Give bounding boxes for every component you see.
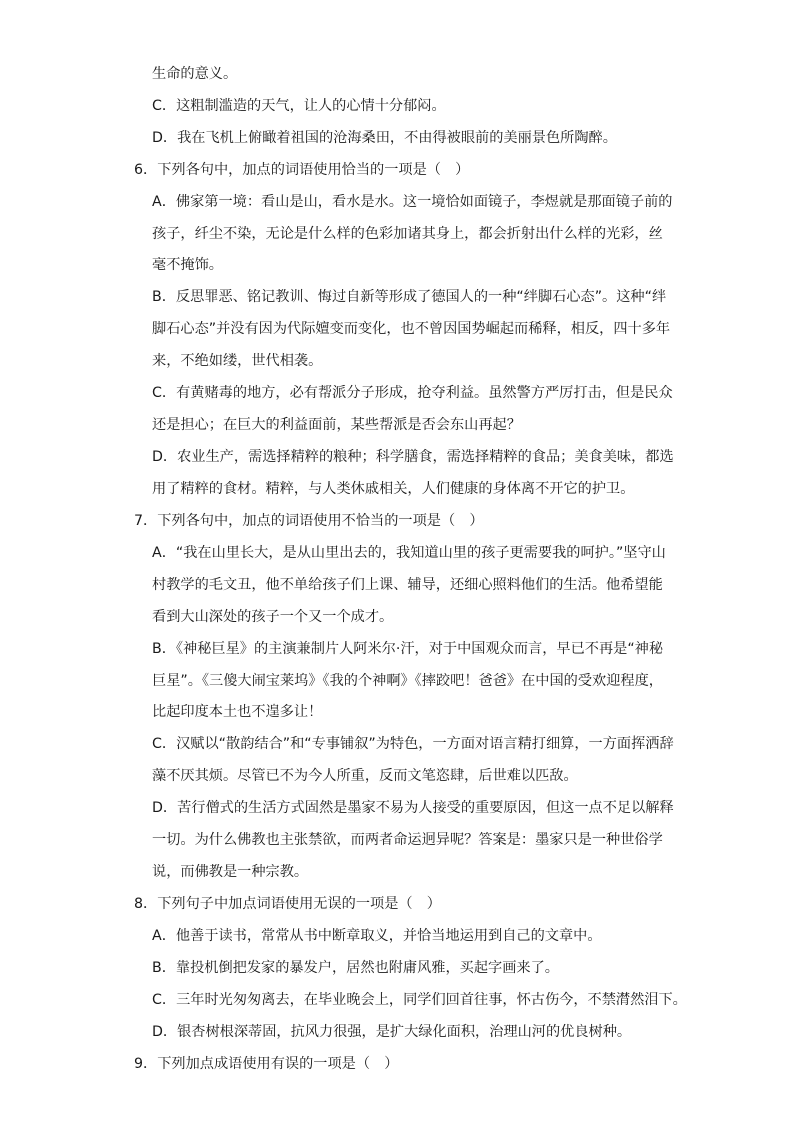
option-a: A．他善于读书，常常从书中断章取义，并恰当地运用到自己的文章中。 (152, 928, 602, 944)
question-6-stem: 6．下列各句中，加点的词语使用恰当的一项是（ ） (134, 162, 470, 178)
text-line: 生命的意义。 (152, 66, 238, 82)
text-line: 还是担心；在巨大的利益面前，某些帮派是否会东山再起？ (152, 417, 521, 433)
text-line: 巨星”。《三傻大闹宝莱坞》《我的个神啊》《摔跤吧！爸爸》在中国的受欢迎程度， (152, 673, 663, 689)
text-line: 藻不厌其烦。尽管已不为今人所重，反而文笔恣肆，后世难以匹敌。 (152, 768, 578, 784)
text-line: 来，不绝如缕，世代相袭。 (152, 353, 323, 369)
option-c: C．有黄赌毒的地方，必有帮派分子形成，抢夺利益。虽然警方严厉打击，但是民众 (152, 385, 673, 401)
option-c: C．这粗制滥造的天气，让人的心情十分郁闷。 (152, 98, 446, 114)
text-line: 看到大山深处的孩子一个又一个成才。 (152, 609, 394, 625)
option-b: B．反思罪恶、铭记教训、悔过自新等形成了德国人的一种“绊脚石心态”。这种“绊 (152, 289, 667, 305)
option-d: D．银杏树根深蒂固，抗风力很强，是扩大绿化面积，治理山河的优良树种。 (152, 1024, 632, 1040)
question-7-stem: 7．下列各句中，加点的词语使用不恰当的一项是（ ） (134, 513, 484, 529)
text-line: 毫不掩饰。 (152, 257, 223, 273)
option-b: B．《神秘巨星》的主演兼制片人阿米尔·汗，对于中国观众而言，早已不再是“神秘 (152, 641, 664, 657)
text-line: 一切。为什么佛教也主张禁欲，而两者命运迥异呢？答案是：墨家只是一种世俗学 (152, 832, 663, 848)
option-a: A．佛家第一境：看山是山，看水是水。这一境恰如面镜子，李煜就是那面镜子前的 (152, 194, 673, 210)
question-8-stem: 8．下列句子中加点词语使用无误的一项是（ ） (134, 896, 441, 912)
text-line: 脚石心态”并没有因为代际嬗变而变化，也不曾因国势崛起而稀释，相反，四十多年 (152, 321, 671, 337)
option-d: D．苦行僧式的生活方式固然是墨家不易为人接受的重要原因，但这一点不足以解释 (152, 800, 674, 816)
text-line: 用了精粹的食材。精粹，与人类休戚相关，人们健康的身体离不开它的护卫。 (152, 481, 635, 497)
option-a: A．“我在山里长大，是从山里出去的，我知道山里的孩子更需要我的呵护。”坚守山 (152, 545, 666, 561)
text-line: 比起印度本土也不遑多让！ (152, 704, 323, 720)
text-line: 村教学的毛文丑，他不单给孩子们上课、辅导，还细心照料他们的生活。他希望能 (152, 577, 663, 593)
text-line: 说，而佛教是一种宗教。 (152, 864, 309, 880)
option-c: C．汉赋以“散韵结合”和“专事铺叙”为特色，一方面对语言精打细算，一方面挥洒辞 (152, 736, 674, 752)
option-d: D．我在飞机上俯瞰着祖国的沧海桑田，不由得被眼前的美丽景色所陶醉。 (152, 130, 617, 146)
option-d: D．农业生产，需选择精粹的粮种；科学膳食，需选择精粹的食品；美食美味，都选 (152, 449, 674, 465)
option-b: B．靠投机倒把发家的暴发户，居然也附庸风雅，买起字画来了。 (152, 960, 559, 976)
question-9-stem: 9．下列加点成语使用有误的一项是（ ） (134, 1056, 399, 1072)
text-line: 孩子，纤尘不染，无论是什么样的色彩加诸其身上，都会折射出什么样的光彩，丝 (152, 226, 663, 242)
option-c: C．三年时光匆匆离去，在毕业晚会上，同学们回首往事，怀古伤今，不禁潸然泪下。 (152, 992, 687, 1008)
